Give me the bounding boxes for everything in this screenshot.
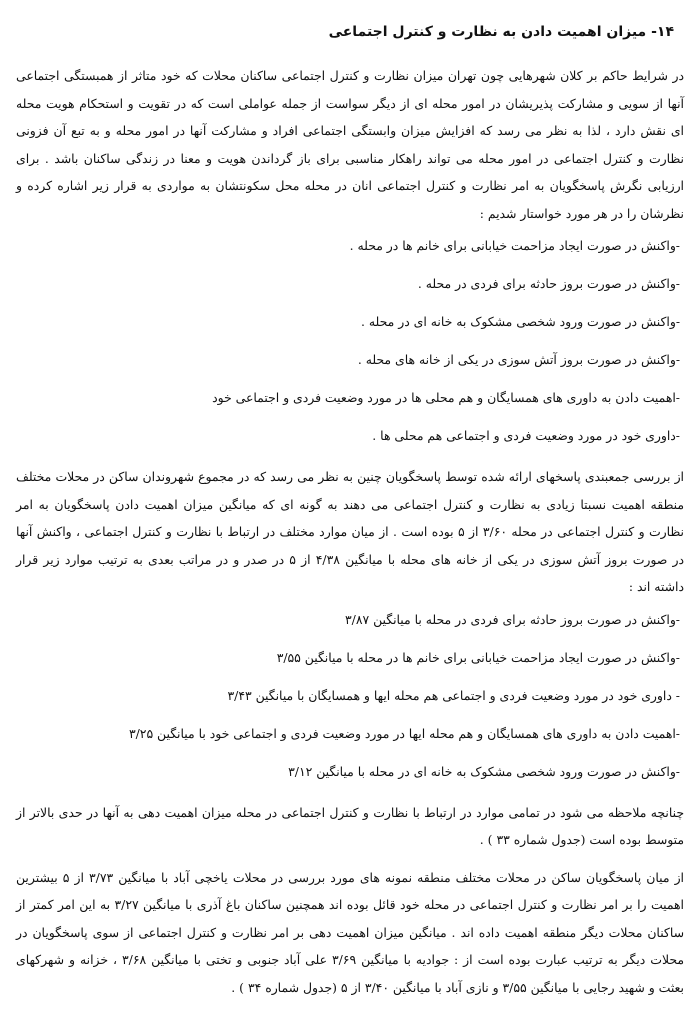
list-item: -واکنش در صورت بروز آتش سوزی در یکی از خانه های محله . bbox=[357, 352, 680, 367]
intro-paragraph: در شرایط حاکم بر کلان شهرهایی چون تهران میزان نظارت و کنترل اجتماعی ساکنان محلات که خود متاثر از همبستگی اجتماعی آنها از سویی و مشارکت پذیریشان در امور محله ای از دیگر سواست از جمله عواملی است که در تقویت و استحکام هویت محله ای نقش دارد ، لذا به نظر می رسد که افزایش میزان وابستگی اجتماعی افراد و مشارکت آنها در امور محله و به تبع آن فزونی نظارت و کنترل اجتماعی در امور محله می تواند راهکار مناسبی برای باز گرداندن هویت و معنا در زندگی ساکنان باشد . برای ارزیابی نگرش پاسخگویان به امر نظارت و کنترل اجتماعی انان در محله محل سکونتشان به مواردی به قرار زیر اشاره کرده و نظرشان را در هر مورد خواستار شدیم : bbox=[16, 68, 684, 221]
reaction-items-list bbox=[16, 235, 684, 447]
conclusion-paragraph: چنانچه ملاحظه می شود در تمامی موارد در ارتباط با نظارت و کنترل اجتماعی در محله میزان اهمیت دهی به آنها در حدی بالاتر از متوسط بوده است (جدول شماره ۳۳ ) . bbox=[16, 804, 684, 847]
comparison-paragraph: از میان پاسخگویان ساکن در محلات مختلف منطقه نمونه های مورد بررسی در محلات یاخچی آباد با میانگین ۳/۷۳ از ۵ بیشترین اهمیت را بر امر نظارت و کنترل اجتماعی در محله خود قائل بوده اند همچنین ساکنان باغ آذری با میانگین ۳/۲۷ به این امر کمتر از ساکنان محلات دیگر منطقه اهمیت داده اند . میانگین میزان اهمیت دهی بر امر نظارت و کنترل اجتماعی از سوی پاسخگویان در محلات دیگر به ترتیب عبارت بوده است از : جوادیه با میانگین ۳/۶۹ علی آباد جنوبی و تختی با میانگین ۳/۶۸ ، خزانه و شهرکهای بعثت و شهید رجایی با میانگین ۳/۵۵ و نازی آباد با میانگین ۳/۴۰ از ۵ (جدول شماره ۳۴ ) . bbox=[16, 869, 684, 995]
list-item: -اهمیت دادن به داوری های همسایگان و هم محله ایها در مورد وضعیت فردی و اجتماعی خود با میانگین ۳/۲۵ bbox=[128, 725, 680, 741]
list-item: -واکنش در صورت ایجاد مزاحمت خیابانی برای خانم ها در محله . bbox=[349, 238, 680, 253]
list-item: -واکنش در صورت ورود شخصی مشکوک به خانه ای در محله . bbox=[361, 314, 680, 329]
list-item: - داوری خود در مورد وضعیت فردی و اجتماعی هم محله ایها و همسایگان با میانگین ۳/۴۳ bbox=[227, 687, 680, 703]
list-item: -واکنش در صورت ورود شخصی مشکوک به خانه ای در محله با میانگین ۳/۱۲ bbox=[288, 763, 680, 779]
ranked-items-list bbox=[16, 609, 684, 783]
section-heading: ۱۴- میزان اهمیت دادن به نظارت و کنترل اجتماعی bbox=[328, 24, 674, 40]
list-item: -اهمیت دادن به داوری های همسایگان و هم محلی ها در مورد وضعیت فردی و اجتماعی خود bbox=[212, 390, 680, 405]
summary-paragraph: از بررسی جمعبندی پاسخهای ارائه شده توسط پاسخگویان چنین به نظر می رسد که در مجموع شهروندان ساکن در محلات مختلف منطقه اهمیت نسبتا زیادی به نظارت و کنترل اجتماعی می دهند به گونه ای که میانگین میزان اهمیت دادن پاسخگویان به امر نظارت و کنترل اجتماعی در محله ۳/۶۰ از ۵ بوده است . از میان موارد مختلف در ارتباط با نظارت و کنترل اجتماعی ، واکنش آنها در صورت بروز آتش سوزی در یکی از خانه های محله با میانگین ۴/۳۸ از ۵ در صدر و در مراتب بعدی به ترتیب موارد زیر قرار داشته اند : bbox=[16, 469, 684, 594]
list-item: -واکنش در صورت بروز حادثه برای فردی در محله با میانگین ۳/۸۷ bbox=[344, 611, 680, 627]
list-item: -واکنش در صورت ایجاد مزاحمت خیابانی برای خانم ها در محله با میانگین ۳/۵۵ bbox=[276, 649, 680, 665]
list-item: -واکنش در صورت بروز حادثه برای فردی در محله . bbox=[417, 276, 680, 291]
list-item: -داوری خود در مورد وضعیت فردی و اجتماعی هم محلی ها . bbox=[372, 428, 680, 443]
